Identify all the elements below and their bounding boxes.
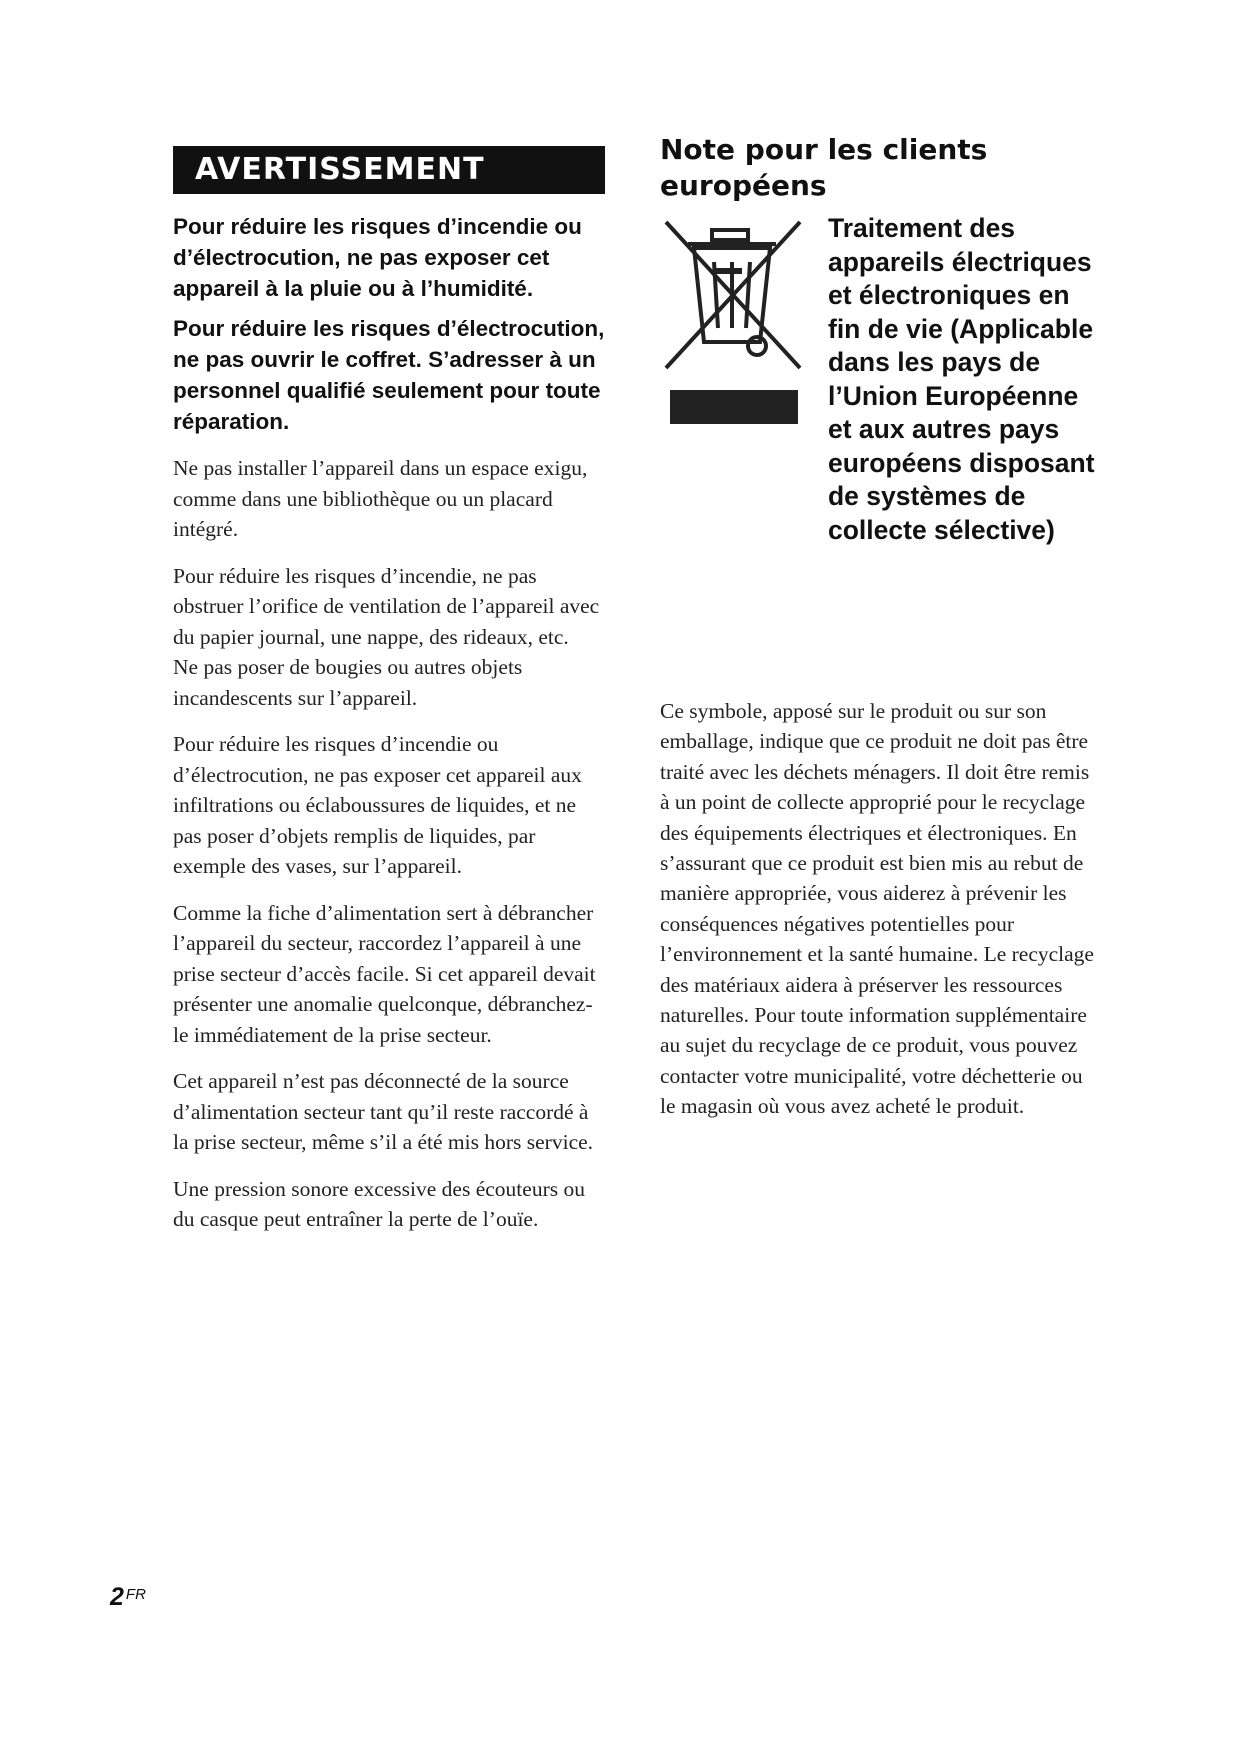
crossed-out-wheeled-bin-icon [660,218,806,428]
paragraph-ventilation [173,561,605,714]
weee-body: Ce symbole, apposé sur le produit ou sur son emballage, indique que ce produit ne doit pas être traité avec les déchets ménagers. Il doit être remis à un point de collecte approprié pour le recyclage des équipements électriques et électroniques. En s’assurant que ce produit est bien mis au rebut de manière appropriée, vous aiderez à prévenir les conséquences négatives potentielles pour l’environnement et la santé humaine. Le recyclage des matériaux aidera à préserver les ressources naturelles. Pour toute information supplémentaire au sujet du recyclage de ce produit, vous pouvez contacter votre municipalité, votre déchetterie ou le magasin où vous avez acheté le produit. [660,699,1094,1119]
paragraph-power-plug: Comme la fiche d’alimentation sert à débrancher l’appareil du secteur, raccordez l’appareil à une prise secteur d’accès facile. Si cet appareil devait présenter une anomalie quelconque, débranchez-le immédiatement de la prise secteur. [173,900,596,1047]
paragraph-installation: Ne pas installer l’appareil dans un espace exigu, comme dans une bibliothèque ou un placard intégré. [173,456,588,541]
warning-fire-shock: Pour réduire les risques d’incendie ou d’électrocution, ne pas exposer cet appareil à la pluie ou à l’humidité. [173,214,582,301]
paragraph-disconnection: Cet appareil n’est pas déconnecté de la source d’alimentation secteur tant qu’il reste raccordé à la prise secteur, même s’il a été mis hors service. [173,1069,594,1154]
paragraph-hearing: Une pression sonore excessive des écouteurs ou du casque peut entraîner la perte de l’ouïe. [173,1176,585,1231]
warning-banner: AVERTISSEMENT [173,146,605,194]
left-column [173,146,605,1251]
weee-section [660,212,1094,696]
weee-title: Traitement des appareils électriques et électroniques en fin de vie (Applicable dans les pays de l’Union Européenne et aux autres pays européens disposant de systèmes de collecte sélective) [828,213,1095,545]
page-language: FR [125,1585,146,1603]
paragraph-candles-text: Ne pas poser de bougies ou autres objets incandescents sur l’appareil. [173,655,523,710]
page-number-value: 2 [110,1583,124,1611]
paragraph-liquids: Pour réduire les risques d’incendie ou d’électrocution, ne pas exposer cet appareil aux infiltrations ou éclaboussures de liquides, et ne pas poser d’objets remplis de liquides, par exemple des vases, sur l’appareil. [173,732,582,878]
page-number [110,1583,146,1612]
paragraph-ventilation-text: Pour réduire les risques d’incendie, ne pas obstruer l’orifice de ventilation de l’appareil avec du papier journal, une nappe, des rideaux, etc. [173,563,600,649]
warning-do-not-open: Pour réduire les risques d’électrocution, ne pas ouvrir le coffret. S’adresser à un personnel qualifié seulement pour toute réparation. [173,316,605,434]
note-title: Note pour les clients européens [660,133,988,202]
right-column [660,132,1094,1122]
